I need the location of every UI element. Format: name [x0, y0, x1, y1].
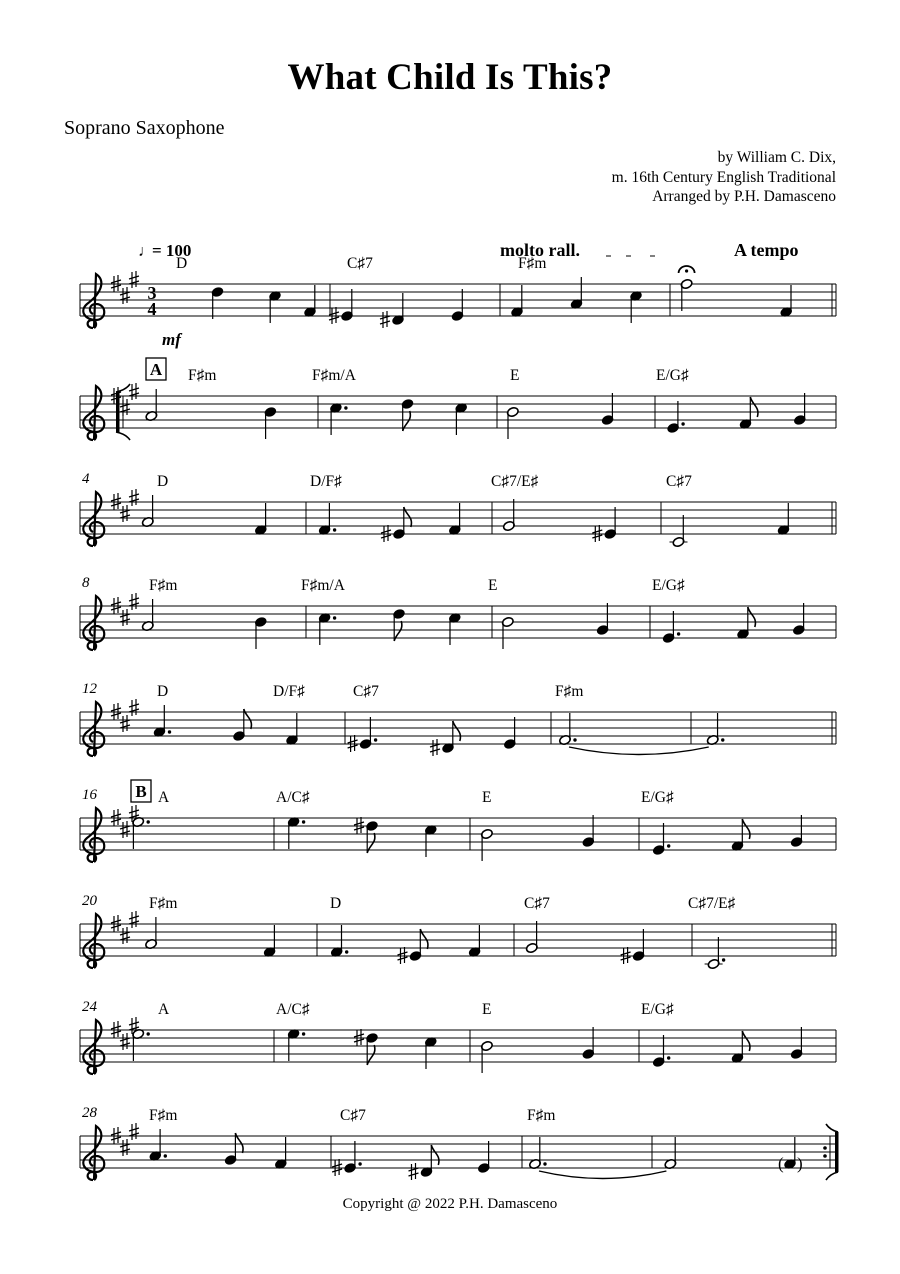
note-sharp-icon — [380, 311, 390, 328]
chord-symbol: D — [157, 473, 169, 490]
tie-icon — [569, 747, 709, 755]
augmentation-dot — [374, 738, 377, 741]
chord-symbol: A/C♯ — [276, 1001, 310, 1018]
augmentation-dot — [147, 1032, 150, 1035]
treble-clef-icon — [83, 1020, 104, 1074]
ritardando-text: molto rall. — [500, 240, 580, 260]
augmentation-dot — [358, 1162, 361, 1165]
note-sharp-icon — [430, 739, 440, 756]
chord-symbol: A — [158, 1001, 170, 1018]
parenthesis: ) — [797, 1154, 803, 1173]
chord-symbol: C♯7 — [353, 683, 379, 700]
rehearsal-mark: A — [149, 360, 163, 379]
eighth-flag — [453, 721, 461, 741]
augmentation-dot — [573, 738, 576, 741]
measure-number: 20 — [82, 893, 97, 909]
treble-clef-icon — [83, 492, 104, 546]
augmentation-dot — [722, 958, 725, 961]
repeat-end-bar — [835, 1132, 839, 1172]
treble-clef-icon — [83, 274, 104, 328]
augmentation-dot — [667, 844, 670, 847]
chord-symbol: C♯7 — [666, 473, 692, 490]
note-sharp-icon — [409, 1163, 419, 1180]
instrument-name: Soprano Saxophone — [64, 117, 225, 139]
chord-symbol: F♯m — [149, 895, 178, 912]
key-sharp-icon — [129, 911, 139, 928]
eighth-flag — [742, 1031, 750, 1051]
key-sharp-icon — [120, 927, 130, 944]
augmentation-dot — [677, 632, 680, 635]
repeat-start-bar — [116, 392, 120, 432]
chord-symbol: D/F♯ — [273, 683, 305, 700]
key-sharp-icon — [129, 489, 139, 506]
treble-clef-icon — [83, 596, 104, 650]
treble-clef-icon — [83, 702, 104, 756]
score-title: What Child Is This? — [287, 57, 613, 98]
chord-symbol: E — [482, 789, 492, 806]
chord-symbol: E/G♯ — [656, 367, 689, 384]
chord-symbol: A/C♯ — [276, 789, 310, 806]
augmentation-dot — [344, 406, 347, 409]
chord-symbol: D — [176, 255, 188, 272]
measure-number: 24 — [82, 999, 97, 1015]
chord-symbol: C♯7 — [347, 255, 373, 272]
a-tempo-text: A tempo — [734, 240, 799, 260]
measure-number: 8 — [82, 575, 90, 591]
augmentation-dot — [667, 1056, 670, 1059]
chord-symbol: E/G♯ — [641, 789, 674, 806]
chord-symbol: C♯7/E♯ — [491, 473, 539, 490]
rehearsal-mark: B — [135, 782, 147, 801]
key-sharp-icon — [129, 271, 139, 288]
chord-symbol: D — [330, 895, 342, 912]
fermata-dot — [685, 269, 688, 272]
chord-symbol: F♯m — [518, 255, 547, 272]
augmentation-dot — [333, 616, 336, 619]
chord-symbol: F♯m — [149, 1107, 178, 1124]
dynamic-marking: mf — [162, 330, 181, 349]
chord-symbol: A — [158, 789, 170, 806]
key-sharp-icon — [129, 383, 139, 400]
eighth-flag — [748, 607, 756, 627]
eighth-flag — [742, 819, 750, 839]
augmentation-dot — [147, 820, 150, 823]
chord-symbol: D/F♯ — [310, 473, 342, 490]
eighth-flag — [431, 1145, 439, 1165]
treble-clef-icon — [83, 808, 104, 862]
chord-symbol: F♯m/A — [312, 367, 356, 384]
eighth-flag — [750, 397, 758, 417]
treble-clef-icon — [83, 1126, 104, 1180]
tie-icon — [539, 1171, 666, 1179]
key-sharp-icon — [120, 287, 130, 304]
augmentation-dot — [168, 730, 171, 733]
key-sharp-icon — [129, 1123, 139, 1140]
composer-credit: m. 16th Century English Traditional — [611, 168, 836, 186]
augmentation-dot — [721, 738, 724, 741]
arranger-credit: Arranged by P.H. Damasceno — [652, 188, 836, 205]
measure-number: 28 — [82, 1105, 97, 1121]
treble-clef-icon — [83, 386, 104, 440]
chord-symbol: E — [482, 1001, 492, 1018]
key-sharp-icon — [120, 1033, 130, 1050]
chord-symbol: E/G♯ — [641, 1001, 674, 1018]
augmentation-dot — [543, 1162, 546, 1165]
key-sharp-icon — [120, 1139, 130, 1156]
key-sharp-icon — [120, 609, 130, 626]
chord-symbol: C♯7/E♯ — [688, 895, 736, 912]
augmentation-dot — [302, 820, 305, 823]
chord-symbol: F♯m — [149, 577, 178, 594]
chord-symbol: E — [510, 367, 520, 384]
treble-clef-icon — [83, 914, 104, 968]
measure-number: 16 — [82, 787, 97, 803]
time-signature-bottom: 4 — [147, 299, 157, 319]
augmentation-dot — [164, 1154, 167, 1157]
augmentation-dot — [345, 950, 348, 953]
augmentation-dot — [302, 1032, 305, 1035]
key-sharp-icon — [120, 505, 130, 522]
chord-symbol: E — [488, 577, 498, 594]
measure-number: 12 — [82, 681, 97, 697]
chord-symbol: C♯7 — [340, 1107, 366, 1124]
chord-symbol: C♯7 — [524, 895, 550, 912]
chord-symbol: F♯m — [555, 683, 584, 700]
augmentation-dot — [681, 422, 684, 425]
repeat-dot — [823, 1154, 827, 1158]
tempo-marking: = 100 — [152, 241, 192, 260]
time-signature-top: 3 — [147, 283, 157, 303]
key-sharp-icon — [120, 399, 130, 416]
key-sharp-icon — [129, 593, 139, 610]
key-sharp-icon — [129, 699, 139, 716]
augmentation-dot — [333, 528, 336, 531]
repeat-dot — [823, 1146, 827, 1150]
chord-symbol: F♯m/A — [301, 577, 345, 594]
copyright-notice: Copyright @ 2022 P.H. Damasceno — [342, 1196, 558, 1212]
chord-symbol: E/G♯ — [652, 577, 685, 594]
parenthesis: ( — [778, 1154, 784, 1173]
tempo-note-icon: ♩ — [138, 243, 154, 260]
lyricist-credit: by William C. Dix, — [717, 149, 836, 166]
measure-number: 4 — [82, 471, 90, 487]
key-sharp-icon — [120, 715, 130, 732]
key-sharp-icon — [120, 821, 130, 838]
chord-symbol: F♯m — [188, 367, 217, 384]
chord-symbol: D — [157, 683, 169, 700]
chord-symbol: F♯m — [527, 1107, 556, 1124]
